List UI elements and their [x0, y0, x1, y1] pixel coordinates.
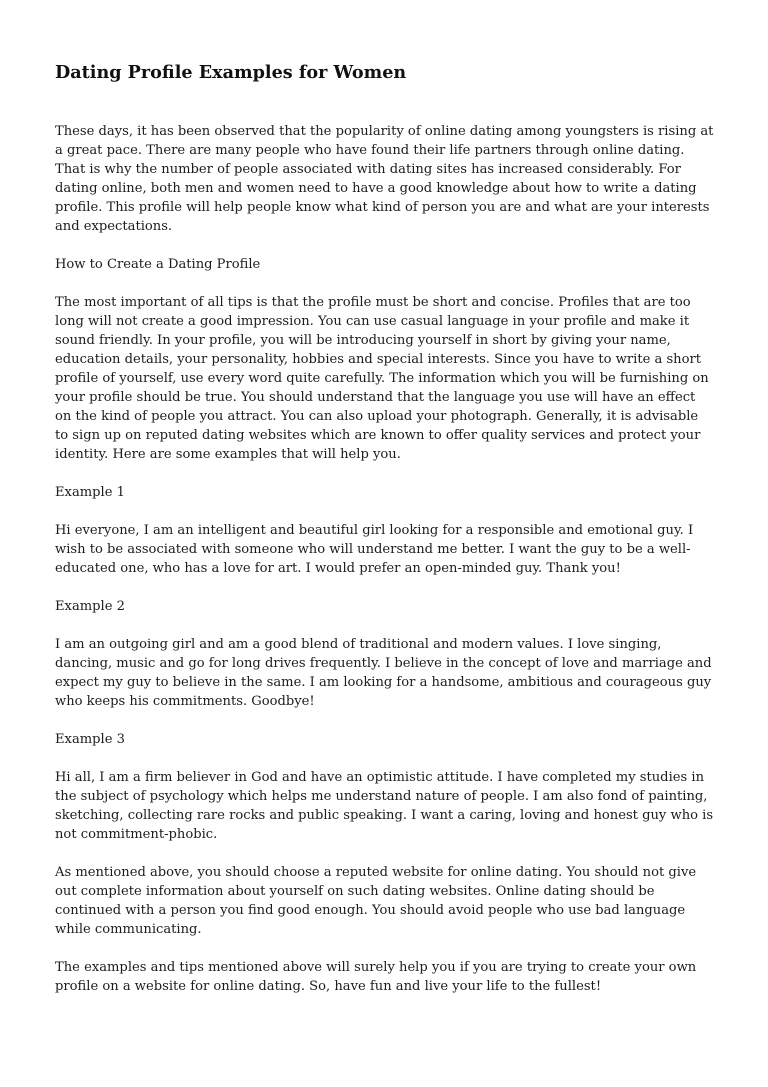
example-2-paragraph: I am an outgoing girl and am a good blend of traditional and modern values. I love singing, dancing, music and go for long drives frequently. I believe in the concept of love and marriage and expect my guy to believe in the same. I am looking for a handsome, ambitious and courageous guy who keeps his commitments. Goodbye! — [55, 637, 712, 709]
document-body — [55, 122, 715, 996]
example-2-heading: Example 2 — [55, 599, 125, 614]
example-3-paragraph: Hi all, I am a firm believer in God and have an optimistic attitude. I have completed my studies in the subject of psychology which helps me understand nature of people. I am also fond of painting, sketching, collecting rare rocks and public speaking. I want a caring, loving and honest guy who is not commitment-phobic. — [55, 770, 714, 842]
example-1-heading: Example 1 — [55, 485, 125, 500]
tips-paragraph: The most important of all tips is that the profile must be short and concise. Profiles that are too long will not create a good impression. You can use casual language in your profile and make it sound friendly. In your profile, you will be introducing yourself in short by giving your name, education details, your personality, hobbies and special interests. Since you have to write a short profile of yourself, use every word quite carefully. The information which you will be furnishing on your profile should be true. You should understand that the language you use will have an effect on the kind of people you attract. You can also upload your photograph. Generally, it is advisable to sign up on reputed dating websites which are known to offer quality services and protect your identity. Here are some examples that will help you. — [55, 295, 709, 462]
intro-paragraph: These days, it has been observed that the popularity of online dating among youngsters is rising at a great pace. There are many people who have found their life partners through online dating. That is why the number of people associated with dating sites has increased considerably. For dating online, both men and women need to have a good knowledge about how to write a dating profile. This profile will help people know what kind of person you are and what are your interests and expectations. — [55, 124, 714, 234]
document-page — [55, 58, 715, 996]
advice-paragraph: As mentioned above, you should choose a reputed website for online dating. You should not give out complete information about yourself on such dating websites. Online dating should be continued with a person you find good enough. You should avoid people who use bad language while communicating. — [55, 865, 697, 937]
example-1-paragraph: Hi everyone, I am an intelligent and beautiful girl looking for a responsible and emotional guy. I wish to be associated with someone who will understand me better. I want the guy to be a well-educated one, who has a love for art. I would prefer an open-minded guy. Thank you! — [55, 523, 694, 576]
example-3-heading: Example 3 — [55, 732, 125, 747]
closing-paragraph: The examples and tips mentioned above will surely help you if you are trying to create your own profile on a website for online dating. So, have fun and live your life to the fullest! — [55, 960, 697, 994]
document-title: Dating Profile Examples for Women — [55, 62, 407, 83]
section-heading-create-profile: How to Create a Dating Profile — [55, 257, 261, 272]
